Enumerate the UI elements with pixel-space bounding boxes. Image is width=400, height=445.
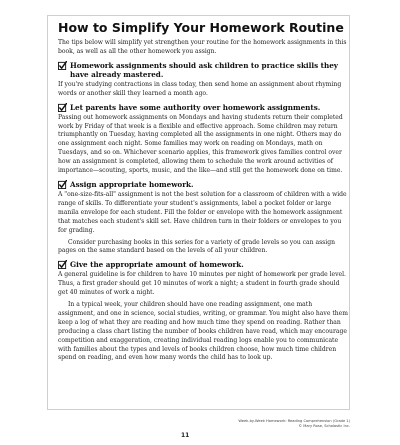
- intro-paragraph: The tips below will simplify yet strengthen your routine for the homework assignments in this book, as well as all the other homework you assign.: [58, 39, 347, 55]
- checkbox-check-icon: [58, 103, 67, 112]
- tip-paragraph: Consider purchasing books in this series for a variety of grade levels so you can assign pages on the same standard based on the levels of all your children.: [58, 238, 335, 255]
- tip-paragraph: In a typical week, your children should have one reading assignment, one math assignment, and one in science, social studies, writing, or grammar. You might also have them keep a log of what they are reading and how much time they spend on reading. Rather than producing a class chart listing the number of books children have read, which may encourage competition and exaggeration, creating individual reading logs enable you to communicate with families about the types and levels of books children choose, how much time children spend on reading, and even how many words the child has to look up.: [58, 301, 348, 362]
- footer-credit-line: Week-by-Week Homework: Reading Comprehension (Grade 1): [238, 419, 350, 423]
- checkbox-check-icon: [58, 61, 67, 70]
- tip-heading-1: [58, 61, 348, 79]
- footer-credit-line: © Mary Rose, Scholastic Inc.: [298, 424, 350, 428]
- tip-paragraph: A "one-size-fits-all" assignment is not the best solution for a classroom of children with a wide range of skills. To differentiate your student's assignments, label a pocket folder or large manila envelope for each student. Fill the folder or envelope with the homework assignment that matches each student's skill set. Have children turn in their folders or envelopes to you for grading.: [58, 190, 347, 234]
- footer-credit: [230, 419, 350, 429]
- tip-heading-text: Homework assignments should ask children to practice skills they have already mastered.: [70, 60, 338, 79]
- tip-heading-text: Assign appropriate homework.: [70, 179, 194, 189]
- content: [58, 20, 348, 366]
- tip-heading-3: [58, 180, 348, 189]
- page-title: How to Simplify Your Homework Routine: [58, 20, 344, 35]
- tip-heading-text: Let parents have some authority over homework assignments.: [70, 102, 321, 112]
- checkbox-check-icon: [58, 180, 67, 189]
- page-number: 11: [181, 432, 190, 439]
- checkbox-check-icon: [58, 260, 67, 269]
- tip-heading-4: [58, 260, 348, 269]
- tip-paragraph: Passing out homework assignments on Mondays and having students return their completed work by Friday of that week is a flexible and effective approach. Some children may return triumphantly on Tuesday, having completed all the assignments in one night. Others may do one assignment each night. Some families may work on reading on Mondays, math on Tuesdays, and so on. Whichever scenario applies, this framework gives families control over how an assignment is completed, allowing them to schedule the work around activities of importance—scouting, sports, music, and the like—and still get the homework done on time.: [58, 113, 343, 175]
- tip-heading-2: [58, 103, 348, 112]
- tip-heading-text: Give the appropriate amount of homework.: [70, 260, 244, 270]
- tip-paragraph: A general guideline is for children to have 10 minutes per night of homework per grade level. Thus, a first grader should get 10 minutes of work a night; a student in fourth grade should get 40 minutes of work a night.: [58, 271, 346, 297]
- tip-paragraph: If you're studying contractions in class today, then send home an assignment about rhyming words or another skill they learned a month ago.: [58, 80, 342, 97]
